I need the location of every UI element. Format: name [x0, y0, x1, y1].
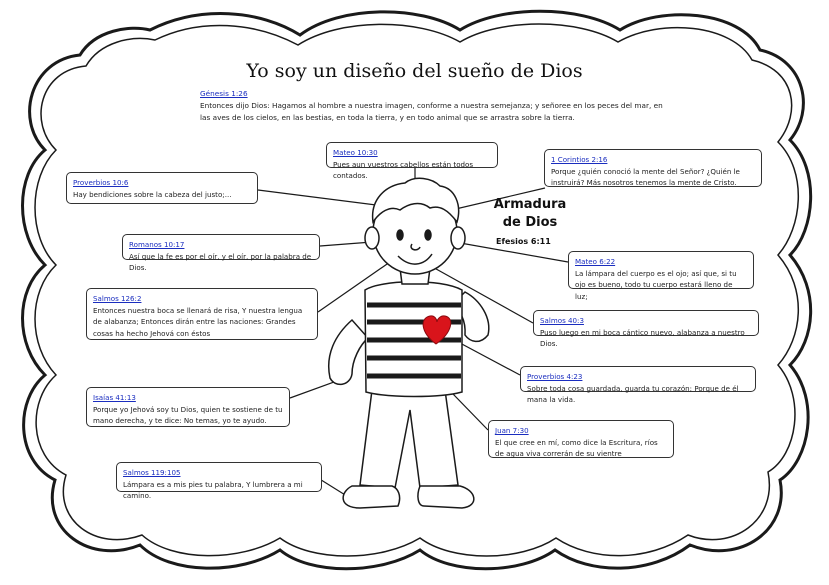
intro-verse-text: Entonces dijo Dios: Hagamos al hombre a nuestra imagen, conforme a nuestra semejanza; y señoree en los peces del mar, en las aves de los cielos, en las bestias, en toda la tierra, y en todo animal que se arrastra sobre la tierra. [200, 101, 663, 122]
boy-left-shoe [343, 486, 399, 508]
armadura-line2: de Dios [502, 215, 558, 230]
verse-text: Lámpara es a mis pies tu palabra, Y lumbrera a mi camino. [123, 479, 303, 500]
verse-text: Puso luego en mi boca cántico nuevo, alabanza a nuestro Dios. [540, 327, 745, 348]
verse-box-proverbios-4-23 [520, 366, 756, 404]
verse-box-mateo-6-22 [568, 251, 754, 301]
armadura-ref: Efesios 6:11 [496, 237, 551, 246]
verse-box-mateo-10-30 [326, 142, 498, 180]
verse-text: Pues aun vuestros cabellos están todos contados. [333, 159, 474, 180]
page-title: Yo soy un diseño del sueño de Dios [246, 60, 583, 82]
verse-ref[interactable]: 1 Corintios 2:16 [551, 155, 608, 164]
verse-box-juan-7-30 [488, 420, 674, 458]
verse-text: La lámpara del cuerpo es el ojo; así que, si tu ojo es bueno, todo tu cuerpo estará lleno de luz; [575, 268, 737, 301]
boy-left-ear [365, 227, 379, 249]
verse-box-isaias-41-13 [86, 387, 290, 427]
verse-text: Hay bendiciones sobre la cabeza del justo;... [73, 189, 232, 199]
verse-ref[interactable]: Romanos 10:17 [129, 240, 185, 249]
verse-box-salmos-40-3 [533, 310, 759, 348]
verse-box-salmos-119-105 [116, 462, 322, 500]
armadura-line1: Armadura [493, 197, 567, 212]
verse-text: Así que la fe es por el oír, y el oír, por la palabra de Dios. [129, 251, 312, 272]
verse-box-salmos-126-2 [86, 288, 318, 340]
verse-ref[interactable]: Proverbios 4:23 [527, 372, 583, 381]
verse-ref[interactable]: Salmos 119:105 [123, 468, 181, 477]
boy-right-ear [451, 227, 465, 249]
verse-text: Sobre toda cosa guardada, guarda tu corazón; Porque de él mana la vida. [527, 383, 739, 404]
verse-box-proverbios-10-6 [66, 172, 258, 204]
verse-box-1-corintios-2-16 [544, 149, 762, 187]
boy-right-shoe [418, 486, 474, 508]
verse-ref[interactable]: Salmos 40:3 [540, 316, 584, 325]
verse-box-romanos-10-17 [122, 234, 320, 272]
boy-left-eye [397, 230, 403, 240]
verse-ref[interactable]: Juan 7:30 [495, 426, 529, 435]
verse-text: El que cree en mí, como dice la Escritura, ríos de agua viva correrán de su vientre [495, 437, 658, 458]
verse-text: Porque ¿quién conoció la mente del Señor? ¿Quién le instruirá? Más nosotros tenemos la mente de Cristo. [551, 166, 740, 187]
boy-right-eye [425, 230, 431, 240]
verse-ref[interactable]: Mateo 6:22 [575, 257, 616, 266]
verse-ref[interactable]: Mateo 10:30 [333, 148, 378, 157]
armadura-heading [470, 196, 590, 232]
intro-verse [200, 88, 670, 124]
verse-ref[interactable]: Salmos 126:2 [93, 294, 142, 303]
verse-text: Porque yo Jehová soy tu Dios, quien te sostiene de tu mano derecha, y te dice: No temas, yo te ayudo. [93, 404, 283, 425]
verse-text: Entonces nuestra boca se llenará de risa, Y nuestra lengua de alabanza; Entonces dirán entre las naciones: Grandes cosas ha hecho Jehová con éstos [93, 305, 303, 338]
verse-ref[interactable]: Proverbios 10:6 [73, 178, 129, 187]
verse-ref[interactable]: Isaías 41:13 [93, 393, 136, 402]
intro-verse-ref[interactable]: Génesis 1:26 [200, 89, 248, 98]
